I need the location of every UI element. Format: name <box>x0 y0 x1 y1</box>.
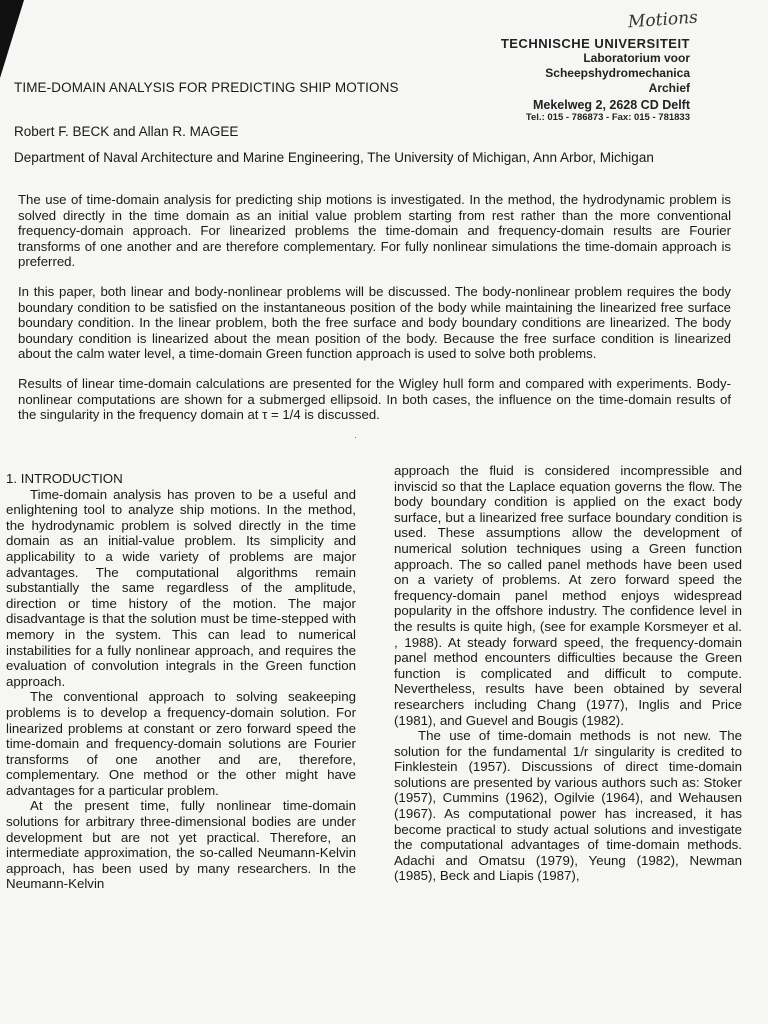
handwritten-note: Motions <box>627 7 699 33</box>
abstract-paragraph: In this paper, both linear and body-nonlinear problems will be discussed. The body-nonlinear problem requires the body boundary condition to be satisfied on the instantaneous position of the body while maintaining the linearized free surface boundary condition. In the linear problem, both the free surface and body boundary conditions are linearized. The body boundary condition is linearized about the mean position of the body. Because the free surface condition is linearized about the calm water level, a time-domain Green function approach is used to solve both problems. <box>18 283 731 362</box>
body-paragraph: At the present time, fully nonlinear time-domain solutions for arbitrary three-dimensional bodies are under development but are not yet practical. Therefore, an intermediate approximation, the so-called Neumann-Kelvin approach, has been used by many researchers. In the Neumann-Kelvin <box>6 798 356 892</box>
paper-affiliation: Department of Naval Architecture and Marine Engineering, The University of Michigan, Ann Arbor, Michigan <box>14 150 654 165</box>
stamp-line: Scheepshydromechanica <box>545 66 690 80</box>
scan-speck: · <box>354 432 357 442</box>
section-heading: 1. INTRODUCTION <box>6 471 123 486</box>
body-paragraph: Time-domain analysis has proven to be a useful and enlightening tool to analyze ship motions. In the method, the hydrodynamic problem is solved directly in the time domain as an initial-value problem. Its simplicity and applicability to a wide variety of problems are major advantages. The computational algorithms remain substantially the same regardless of the amplitude, direction or time history of the motion. The major disadvantage is that the solution must be time-stepped with memory in the system. This can lead to numerical instabilities for a fully nonlinear approach, and requires the evaluation of convolution integrals in the Green function approach. <box>6 486 356 689</box>
stamp-line: Archief <box>648 81 690 95</box>
body-paragraph: The conventional approach to solving seakeeping problems is to develop a frequency-domain solution. For linearized problems at constant or zero forward speed the time-domain and frequency-domain solutions are Fourier transforms of one another and are, therefore, complementary. One method or the other might have advantages for a particular problem. <box>6 689 356 798</box>
abstract-paragraph: The use of time-domain analysis for predicting ship motions is investigated. In the method, the hydrodynamic problem is solved directly in the time domain as an initial value problem starting from rest rather than the more conventional frequency-domain approach. For linearized problems the time-domain and frequency-domain results are Fourier transforms of one another and are therefore complementary. For fully nonlinear simulations the time-domain approach is preferred. <box>18 192 731 270</box>
paper-title: TIME-DOMAIN ANALYSIS FOR PREDICTING SHIP MOTIONS <box>14 80 399 95</box>
library-stamp <box>490 36 690 123</box>
body-paragraph: approach the fluid is considered incompressible and inviscid so that the Laplace equation governs the flow. The body boundary condition is applied on the exact body surface, but a linearized free surface boundary condition is used. These assumptions allow the development of numerical solution techniques using a Green function approach. The so called panel methods have been used on a variety of problems. At zero forward speed the frequency-domain panel method enjoys widespread popularity in the offshore industry. The confidence level in the results is quite high, (see for example Korsmeyer et al. , 1988). At steady forward speed, the frequency-domain panel method encounters difficulties because the Green function is complicated and difficult to compute. Nevertheless, results have been obtained by several researchers including Chang (1977), Inglis and Price (1981), and Guevel and Bougis (1982). <box>394 463 742 728</box>
abstract-paragraph: Results of linear time-domain calculations are presented for the Wigley hull form and compared with experiments. Body-nonlinear computations are shown for a submerged ellipsoid. In both cases, the influence on the time-domain results of the singularity in the frequency domain at τ = 1/4 is discussed. <box>18 375 731 423</box>
stamp-line: TECHNISCHE UNIVERSITEIT <box>500 36 690 51</box>
body-paragraph: The use of time-domain methods is not new. The solution for the fundamental 1/r singularity is credited to Finklestein (1957). Discussions of direct time-domain solutions are presented by various authors such as: Stoker (1957), Cummins (1962), Ogilvie (1964), and Wehausen (1967). As computational power has increased, it has become practical to study actual solutions and investigate the computational advantages of time-domain methods. Adachi and Omatsu (1979), Yeung (1982), Newman (1985), Beck and Liapis (1987), <box>394 728 742 884</box>
paper-authors: Robert F. BECK and Allan R. MAGEE <box>14 124 239 139</box>
left-column <box>6 471 356 892</box>
stamp-line: Laboratorium voor <box>583 51 690 65</box>
stamp-line: Tel.: 015 - 786873 - Fax: 015 - 781833 <box>525 112 690 123</box>
abstract <box>18 192 731 437</box>
scan-corner-shadow <box>0 0 24 78</box>
right-column <box>394 463 742 884</box>
stamp-line: Mekelweg 2, 2628 CD Delft <box>532 98 690 112</box>
